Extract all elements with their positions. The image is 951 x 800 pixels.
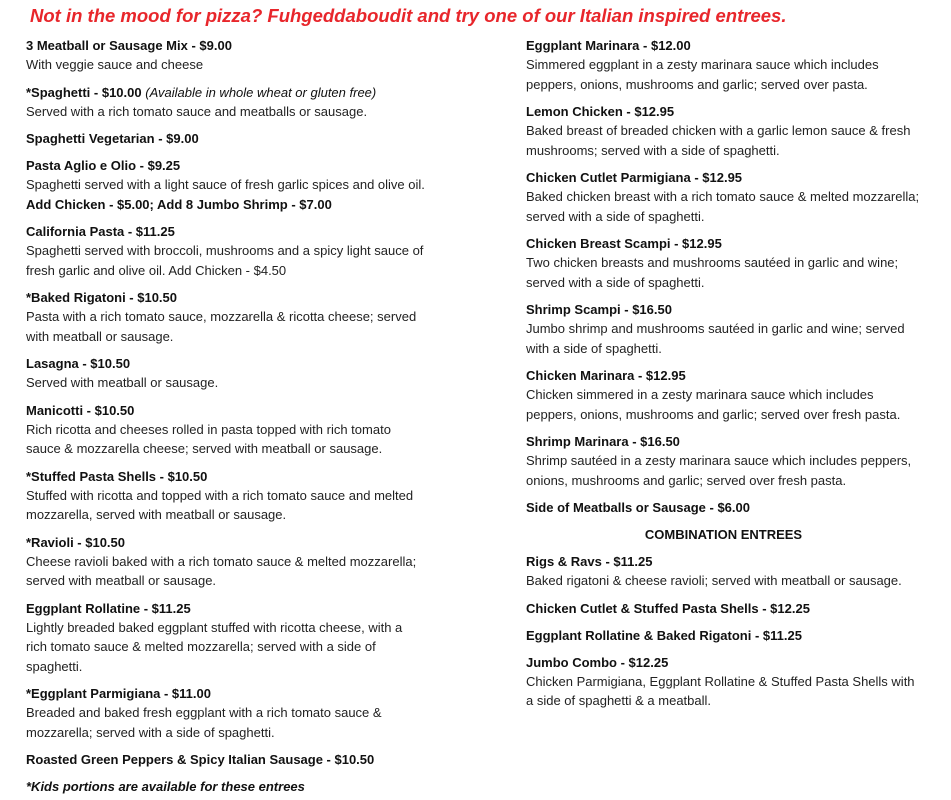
menu-item-addon-prices: Add Chicken - $5.00; Add 8 Jumbo Shrimp - $7.00	[26, 196, 332, 212]
menu-item-title: Lasagna - $10.50	[26, 356, 131, 371]
menu-item-title: Eggplant Rollatine & Baked Rigatoni - $11.25	[526, 627, 802, 643]
combination-entrees-heading: COMBINATION ENTREES	[644, 527, 803, 542]
menu-item-description: With veggie sauce and cheese	[26, 57, 204, 72]
menu-item	[526, 432, 921, 490]
menu-item-title: California Pasta - $11.25	[26, 224, 175, 239]
menu-item	[26, 83, 426, 122]
menu-item-description-block	[26, 175, 426, 214]
menu-item-title: *Baked Rigatoni - $10.50	[26, 290, 177, 305]
menu-item	[26, 467, 426, 525]
menu-item-description: Served with meatball or sausage.	[26, 375, 219, 390]
menu-item	[26, 533, 426, 591]
menu-item-description: Chicken simmered in a zesty marinara sauce which includes peppers, onions, mushrooms and garlic; served over fresh pasta.	[526, 387, 901, 422]
menu-item-description: Shrimp sautéed in a zesty marinara sauce which includes peppers, onions, mushrooms and garlic; served over fresh pasta.	[526, 453, 912, 488]
menu-item-description: Two chicken breasts and mushrooms sautéed in garlic and wine; served with a side of spaghetti.	[526, 255, 899, 290]
menu-item-title: Pasta Aglio e Olio - $9.25	[26, 158, 181, 173]
menu-item-title: *Spaghetti - $10.00	[26, 84, 142, 100]
kids-portions-note: *Kids portions are available for these entrees	[26, 779, 305, 794]
menu-item	[26, 129, 426, 148]
menu-item-description: Breaded and baked fresh eggplant with a rich tomato sauce & mozzarella; served with a side of spaghetti.	[26, 705, 382, 740]
menu-item-title: Shrimp Scampi - $16.50	[526, 302, 672, 317]
menu-item	[26, 684, 426, 742]
menu-item-title: *Eggplant Parmigiana - $11.00	[26, 686, 211, 701]
menu-item-title: Shrimp Marinara - $16.50	[526, 434, 680, 449]
menu-item-description: Stuffed with ricotta and topped with a rich tomato sauce and melted mozzarella, served with meatball or sausage.	[26, 487, 414, 522]
menu-item-description: Cheese ravioli baked with a rich tomato sauce & melted mozzarella; served with meatball or sausage.	[26, 553, 417, 588]
left-menu-column	[26, 36, 426, 796]
combo-item	[526, 552, 921, 591]
combo-item	[526, 599, 921, 618]
menu-item-title: Chicken Breast Scampi - $12.95	[526, 236, 722, 251]
menu-item	[526, 36, 921, 94]
menu-item	[26, 288, 426, 346]
menu-item	[526, 498, 921, 517]
menu-item-description: Spaghetti served with broccoli, mushrooms and a spicy light sauce of fresh garlic and olive oil. Add Chicken - $4.50	[26, 243, 424, 278]
menu-item	[526, 234, 921, 292]
menu-item-title: Chicken Cutlet & Stuffed Pasta Shells - $12.25	[526, 600, 810, 616]
menu-item-description: Rich ricotta and cheeses rolled in pasta topped with rich tomato sauce & mozzarella cheese; served with meatball or sausage.	[26, 421, 391, 456]
menu-item-title: Side of Meatballs or Sausage - $6.00	[526, 500, 750, 515]
menu-item	[526, 168, 921, 226]
menu-item	[526, 102, 921, 160]
menu-item-title: Manicotti - $10.50	[26, 402, 135, 418]
menu-item-title: *Stuffed Pasta Shells - $10.50	[26, 468, 208, 484]
menu-item-title: Rigs & Ravs - $11.25	[526, 554, 653, 569]
menu-item-title: Eggplant Marinara - $12.00	[526, 38, 691, 53]
menu-item	[26, 156, 426, 214]
menu-item-description: Chicken Parmigiana, Eggplant Rollatine & Stuffed Pasta Shells with a side of spaghetti & a meatball.	[526, 673, 915, 708]
menu-item-description: Simmered eggplant in a zesty marinara sauce which includes peppers, onions, mushrooms and garlic; served over pasta.	[526, 57, 879, 92]
menu-item	[26, 401, 426, 459]
menu-item-title: Eggplant Rollatine - $11.25	[26, 600, 191, 616]
menu-item-description: Served with a rich tomato sauce and meatballs or sausage.	[26, 103, 368, 119]
menu-item-title: Chicken Marinara - $12.95	[526, 368, 686, 383]
menu-item	[526, 366, 921, 424]
combo-item	[526, 626, 921, 645]
menu-item-note: (Available in whole wheat or gluten free)	[145, 84, 377, 100]
menu-item-title: *Ravioli - $10.50	[26, 534, 125, 550]
menu-item-title: Roasted Green Peppers & Spicy Italian Sausage - $10.50	[26, 752, 375, 767]
menu-item	[26, 222, 426, 280]
menu-item-description: Spaghetti served with a light sauce of fresh garlic spices and olive oil.	[26, 177, 425, 192]
menu-item-title: Lemon Chicken - $12.95	[526, 104, 675, 119]
menu-item	[26, 599, 426, 677]
menu-item-description: Baked chicken breast with a rich tomato sauce & melted mozzarella; served with a side of spaghetti.	[526, 189, 920, 224]
menu-item	[26, 36, 426, 75]
menu-item	[526, 300, 921, 358]
menu-item-title: Spaghetti Vegetarian - $9.00	[26, 131, 199, 146]
menu-item	[26, 750, 426, 769]
menu-item-title: Chicken Cutlet Parmigiana - $12.95	[526, 170, 743, 185]
menu-item-title-line	[26, 83, 426, 102]
menu-item-description: Pasta with a rich tomato sauce, mozzarella & ricotta cheese; served with meatball or sausage.	[26, 309, 417, 344]
right-menu-column	[526, 36, 921, 719]
menu-item-title: Jumbo Combo - $12.25	[526, 654, 669, 670]
menu-item	[26, 354, 426, 393]
menu-item-description: Jumbo shrimp and mushrooms sautéed in garlic and wine; served with a side of spaghetti.	[526, 321, 905, 356]
page-headline: Not in the mood for pizza? Fuhgeddaboudit and try one of our Italian inspired entrees.	[30, 5, 787, 26]
menu-item-description: Baked breast of breaded chicken with a garlic lemon sauce & fresh mushrooms; served with a side of spaghetti.	[526, 123, 911, 158]
menu-item-description: Baked rigatoni & cheese ravioli; served with meatball or sausage.	[526, 573, 902, 588]
combo-item	[526, 653, 921, 711]
menu-item-title: 3 Meatball or Sausage Mix - $9.00	[26, 38, 232, 53]
menu-item-description: Lightly breaded baked eggplant stuffed with ricotta cheese, with a rich tomato sauce & melted mozzarella; served with a side of spaghetti.	[26, 619, 403, 674]
